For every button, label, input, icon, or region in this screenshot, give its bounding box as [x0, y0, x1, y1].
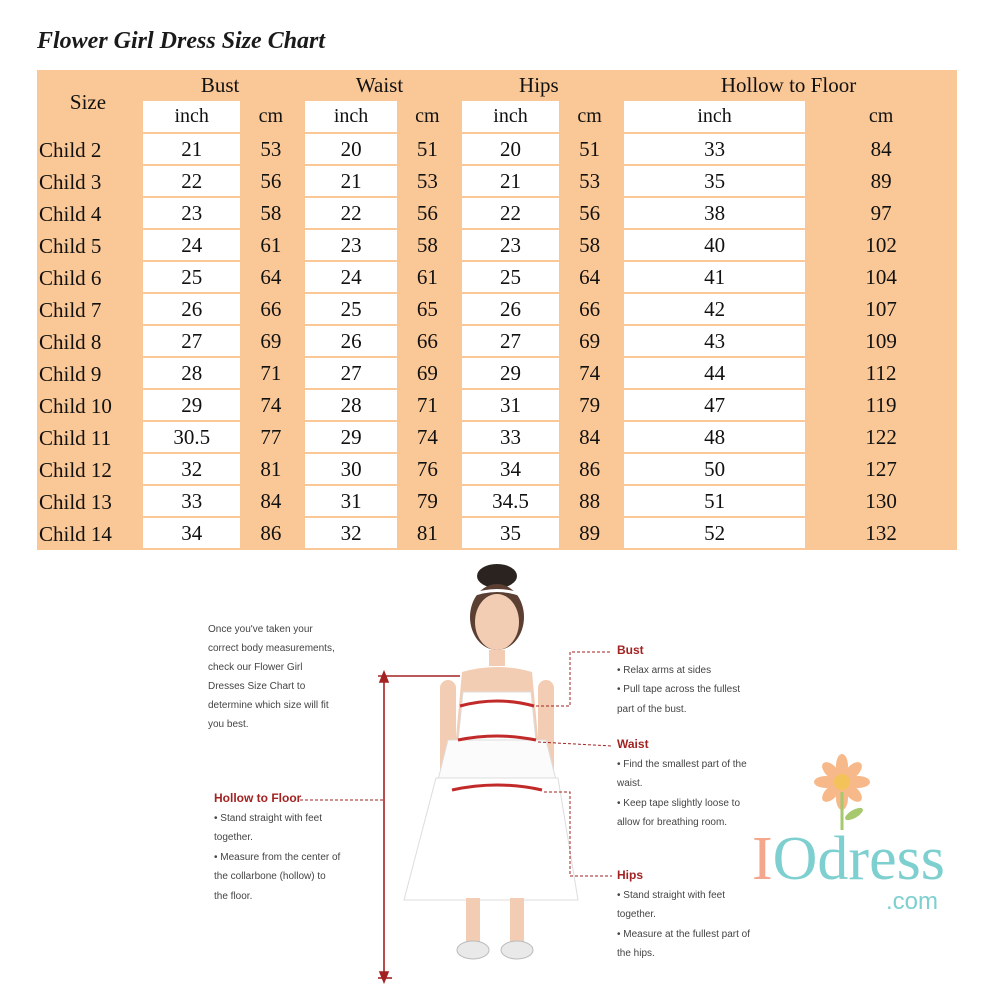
table-cell: 77 — [240, 422, 301, 454]
table-cell: 40 — [620, 230, 805, 262]
table-cell: 65 — [397, 294, 458, 326]
table-cell: 53 — [240, 134, 301, 166]
waist-heading: Waist — [617, 737, 649, 751]
table-cell: 51 — [397, 134, 458, 166]
table-cell: 29 — [301, 422, 397, 454]
bust-instruction: • Relax arms at sides — [617, 664, 712, 676]
waist-instruction: • Keep tape slightly loose to — [617, 797, 741, 809]
table-cell: 24 — [139, 230, 240, 262]
table-cell: 52 — [620, 518, 805, 550]
table-cell: 53 — [559, 166, 620, 198]
unit-header-inch: inch — [458, 101, 559, 134]
table-cell: 30 — [301, 454, 397, 486]
table-cell: 84 — [559, 422, 620, 454]
intro-line: Dresses Size Chart to — [208, 681, 306, 692]
hips-instruction: • Measure at the fullest part of — [617, 928, 751, 940]
table-cell: 74 — [559, 358, 620, 390]
table-cell: 81 — [397, 518, 458, 550]
unit-header-inch: inch — [620, 101, 805, 134]
table-cell: 41 — [620, 262, 805, 294]
table-cell: 26 — [458, 294, 559, 326]
table-cell: 47 — [620, 390, 805, 422]
unit-header-cm: cm — [805, 101, 957, 134]
size-label: Child 14 — [37, 518, 139, 550]
table-cell: 104 — [805, 262, 957, 294]
table-cell: 31 — [458, 390, 559, 422]
table-cell: 21 — [458, 166, 559, 198]
table-cell: 56 — [397, 198, 458, 230]
hollow-instruction: the collarbone (hollow) to — [214, 871, 326, 882]
table-cell: 127 — [805, 454, 957, 486]
table-cell: 102 — [805, 230, 957, 262]
group-waist: Waist — [301, 70, 458, 101]
table-cell: 69 — [240, 326, 301, 358]
size-label: Child 6 — [37, 262, 139, 294]
intro-line: Once you've taken your — [208, 624, 313, 635]
table-cell: 132 — [805, 518, 957, 550]
table-cell: 66 — [397, 326, 458, 358]
table-cell: 26 — [301, 326, 397, 358]
table-cell: 119 — [805, 390, 957, 422]
table-cell: 48 — [620, 422, 805, 454]
hollow-heading: Hollow to Floor — [214, 791, 302, 805]
table-cell: 33 — [139, 486, 240, 518]
size-label: Child 10 — [37, 390, 139, 422]
table-cell: 71 — [240, 358, 301, 390]
size-label: Child 13 — [37, 486, 139, 518]
unit-header-cm: cm — [240, 101, 301, 134]
table-cell: 56 — [240, 166, 301, 198]
brand-logo — [752, 752, 972, 922]
size-label: Child 12 — [37, 454, 139, 486]
table-cell: 53 — [397, 166, 458, 198]
table-cell: 32 — [301, 518, 397, 550]
table-cell: 33 — [458, 422, 559, 454]
table-cell: 66 — [240, 294, 301, 326]
table-cell: 25 — [301, 294, 397, 326]
table-cell: 81 — [240, 454, 301, 486]
table-cell: 74 — [240, 390, 301, 422]
table-cell: 89 — [559, 518, 620, 550]
table-cell: 61 — [240, 230, 301, 262]
table-cell: 42 — [620, 294, 805, 326]
size-label: Child 7 — [37, 294, 139, 326]
table-cell: 88 — [559, 486, 620, 518]
table-cell: 27 — [458, 326, 559, 358]
table-cell: 97 — [805, 198, 957, 230]
table-cell: 21 — [301, 166, 397, 198]
logo-text — [752, 824, 945, 895]
group-bust: Bust — [139, 70, 301, 101]
table-cell: 69 — [397, 358, 458, 390]
table-cell: 51 — [559, 134, 620, 166]
table-cell: 64 — [240, 262, 301, 294]
table-cell: 27 — [139, 326, 240, 358]
table-cell: 31 — [301, 486, 397, 518]
table-cell: 35 — [458, 518, 559, 550]
size-label: Child 3 — [37, 166, 139, 198]
hips-heading: Hips — [617, 868, 644, 882]
intro-line: check our Flower Girl — [208, 662, 303, 673]
table-cell: 112 — [805, 358, 957, 390]
bust-guide — [617, 641, 787, 719]
table-cell: 33 — [620, 134, 805, 166]
table-cell: 89 — [805, 166, 957, 198]
size-label: Child 8 — [37, 326, 139, 358]
table-cell: 56 — [559, 198, 620, 230]
table-cell: 20 — [458, 134, 559, 166]
table-cell: 86 — [559, 454, 620, 486]
table-cell: 34.5 — [458, 486, 559, 518]
table-cell: 122 — [805, 422, 957, 454]
table-cell: 64 — [559, 262, 620, 294]
group-hips: Hips — [458, 70, 620, 101]
bust-instruction: • Pull tape across the fullest — [617, 684, 741, 695]
size-header: Size — [37, 70, 139, 134]
size-label: Child 4 — [37, 198, 139, 230]
table-cell: 74 — [397, 422, 458, 454]
table-cell: 34 — [458, 454, 559, 486]
table-cell: 22 — [301, 198, 397, 230]
table-cell: 29 — [458, 358, 559, 390]
flower-icon — [802, 752, 882, 832]
logo-rest: Odress — [772, 825, 945, 893]
table-cell: 43 — [620, 326, 805, 358]
chart-title: Flower Girl Dress Size Chart — [37, 28, 326, 54]
size-label: Child 11 — [37, 422, 139, 454]
table-cell: 27 — [301, 358, 397, 390]
table-cell: 23 — [139, 198, 240, 230]
group-hollow: Hollow to Floor — [620, 70, 957, 101]
table-cell: 84 — [240, 486, 301, 518]
table-cell: 86 — [240, 518, 301, 550]
size-label: Child 9 — [37, 358, 139, 390]
table-cell: 66 — [559, 294, 620, 326]
table-cell: 35 — [620, 166, 805, 198]
size-label: Child 2 — [37, 134, 139, 166]
table-cell: 26 — [139, 294, 240, 326]
table-cell: 84 — [805, 134, 957, 166]
hips-instruction: • Stand straight with feet — [617, 889, 726, 901]
table-cell: 44 — [620, 358, 805, 390]
table-cell: 79 — [397, 486, 458, 518]
bust-heading: Bust — [617, 643, 644, 657]
table-cell: 25 — [139, 262, 240, 294]
waist-instruction: • Find the smallest part of the — [617, 758, 747, 770]
hollow-instruction: the floor. — [214, 890, 253, 902]
table-cell: 38 — [620, 198, 805, 230]
table-cell: 29 — [139, 390, 240, 422]
hips-instruction: together. — [617, 909, 656, 920]
table-cell: 107 — [805, 294, 957, 326]
waist-instruction: waist. — [617, 778, 643, 789]
table-cell: 22 — [458, 198, 559, 230]
table-cell: 58 — [559, 230, 620, 262]
table-cell: 71 — [397, 390, 458, 422]
intro-line: determine which size will fit — [208, 700, 329, 711]
table-cell: 30.5 — [139, 422, 240, 454]
hollow-instruction: • Stand straight with feet — [214, 812, 323, 824]
table-cell: 109 — [805, 326, 957, 358]
table-cell: 25 — [458, 262, 559, 294]
table-cell: 79 — [559, 390, 620, 422]
table-cell: 22 — [139, 166, 240, 198]
table-cell: 130 — [805, 486, 957, 518]
table-cell: 24 — [301, 262, 397, 294]
logo-first-letter: I — [752, 825, 773, 893]
unit-header-cm: cm — [559, 101, 620, 134]
table-cell: 21 — [139, 134, 240, 166]
hips-instruction: the hips. — [617, 948, 655, 959]
table-cell: 58 — [397, 230, 458, 262]
logo-domain: .com — [886, 888, 939, 915]
table-cell: 58 — [240, 198, 301, 230]
table-cell: 76 — [397, 454, 458, 486]
table-cell: 61 — [397, 262, 458, 294]
intro-line: correct body measurements, — [208, 643, 335, 654]
hollow-guide — [214, 789, 374, 906]
table-cell: 50 — [620, 454, 805, 486]
size-label: Child 5 — [37, 230, 139, 262]
table-cell: 28 — [301, 390, 397, 422]
hollow-instruction: together. — [214, 832, 253, 843]
table-cell: 28 — [139, 358, 240, 390]
unit-header-inch: inch — [139, 101, 240, 134]
unit-header-inch: inch — [301, 101, 397, 134]
girl-figure — [404, 564, 578, 959]
table-cell: 69 — [559, 326, 620, 358]
unit-header-cm: cm — [397, 101, 458, 134]
table-cell: 51 — [620, 486, 805, 518]
intro-line: you best. — [208, 719, 249, 730]
table-cell: 23 — [301, 230, 397, 262]
table-cell: 23 — [458, 230, 559, 262]
table-cell: 34 — [139, 518, 240, 550]
hollow-instruction: • Measure from the center of — [214, 851, 341, 863]
bust-instruction: part of the bust. — [617, 703, 687, 715]
table-cell: 32 — [139, 454, 240, 486]
waist-instruction: allow for breathing room. — [617, 817, 728, 828]
table-cell: 20 — [301, 134, 397, 166]
